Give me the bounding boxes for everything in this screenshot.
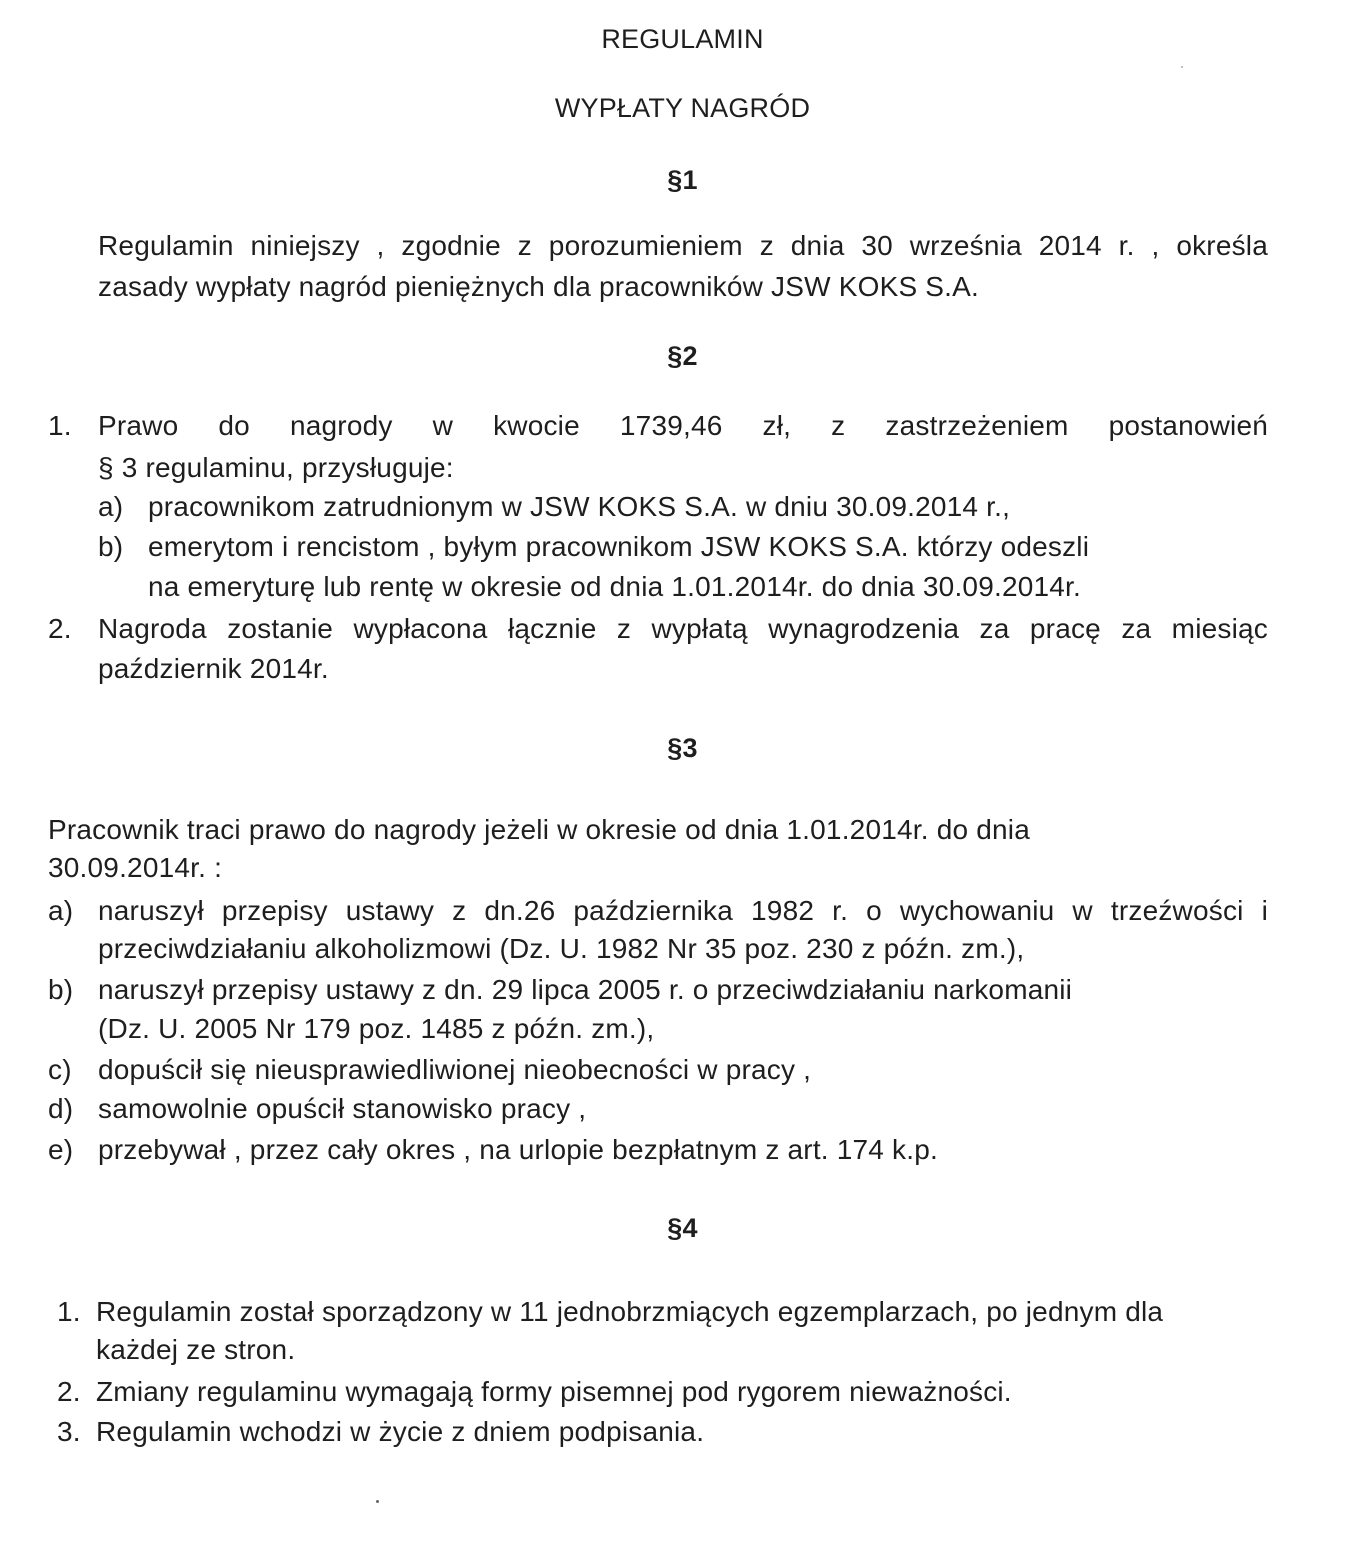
section-2-subitem-b-line-1: emerytom i rencistom , byłym pracownikom JSW KOKS S.A. którzy odeszli (148, 531, 1090, 562)
section-3-item-b-line-2: (Dz. U. 2005 Nr 179 poz. 1485 z późn. zm.), (98, 1013, 655, 1044)
section-4-item-3-number: 3. (57, 1416, 81, 1447)
section-2-subitem-b-letter: b) (98, 531, 124, 562)
section-3-item-a-letter: a) (48, 895, 74, 926)
section-3-item-c-letter: c) (48, 1054, 72, 1085)
section-2-item-1-number: 1. (48, 410, 72, 441)
section-2-subitem-a-letter: a) (98, 491, 124, 522)
section-4-heading: §4 (667, 1213, 698, 1243)
section-2-item-2-line-1: Nagroda zostanie wypłacona łącznie z wypłatą wynagrodzenia za pracę za miesiąc (98, 613, 1268, 644)
section-3-intro-line-2: 30.09.2014r. : (48, 852, 223, 883)
section-4-item-1-line-2: każdej ze stron. (96, 1334, 296, 1365)
section-3-item-e-text: przebywał , przez cały okres , na urlopie bezpłatnym z art. 174 k.p. (98, 1134, 938, 1165)
section-2-subitem-b-line-2: na emeryturę lub rentę w okresie od dnia 1.01.2014r. do dnia 30.09.2014r. (148, 571, 1082, 602)
document-subtitle: WYPŁATY NAGRÓD (554, 93, 811, 123)
section-3-intro-line-1: Pracownik traci prawo do nagrody jeżeli w okresie od dnia 1.01.2014r. do dnia (48, 814, 1030, 845)
section-3-item-c-text: dopuścił się nieusprawiedliwionej nieobecności w pracy , (98, 1054, 812, 1085)
document-title: REGULAMIN (601, 24, 764, 54)
section-3-item-d-text: samowolnie opuścił stanowisko pracy , (98, 1093, 587, 1124)
section-3-item-a-line-1: naruszył przepisy ustawy z dn.26 października 1982 r. o wychowaniu w trzeźwości i (98, 895, 1268, 926)
section-2-item-2-line-2: październik 2014r. (98, 653, 329, 684)
section-2-subitem-a-text: pracownikom zatrudnionym w JSW KOKS S.A. w dniu 30.09.2014 r., (148, 491, 1011, 522)
section-3-item-a-line-2: przeciwdziałaniu alkoholizmowi (Dz. U. 1982 Nr 35 poz. 230 z późn. zm.), (98, 933, 1025, 964)
section-4-item-1-number: 1. (57, 1296, 81, 1327)
section-3-item-b-letter: b) (48, 974, 74, 1005)
section-1-paragraph-line-1: Regulamin niniejszy , zgodnie z porozumieniem z dnia 30 września 2014 r. , określa (98, 230, 1268, 261)
section-3-heading: §3 (667, 733, 698, 763)
section-2-heading: §2 (667, 341, 698, 371)
section-2-item-2-number: 2. (48, 613, 72, 644)
section-4-item-3-text: Regulamin wchodzi w życie z dniem podpisania. (96, 1416, 705, 1447)
section-3-item-b-line-1: naruszył przepisy ustawy z dn. 29 lipca 2005 r. o przeciwdziałaniu narkomanii (98, 974, 1073, 1005)
section-2-item-1-line-1: Prawo do nagrody w kwocie 1739,46 zł, z zastrzeżeniem postanowień (98, 410, 1268, 441)
section-2-item-1-line-2: § 3 regulaminu, przysługuje: (98, 452, 454, 483)
section-3-item-d-letter: d) (48, 1093, 74, 1124)
scan-speck (376, 1500, 379, 1503)
section-1-heading: §1 (667, 165, 698, 195)
section-4-item-2-number: 2. (57, 1376, 81, 1407)
section-1-paragraph-line-2: zasady wypłaty nagród pieniężnych dla pracowników JSW KOKS S.A. (98, 271, 980, 302)
section-4-item-2-text: Zmiany regulaminu wymagają formy pisemnej pod rygorem nieważności. (96, 1376, 1012, 1407)
scan-speck (1181, 66, 1183, 68)
section-4-item-1-line-1: Regulamin został sporządzony w 11 jednobrzmiących egzemplarzach, po jednym dla (96, 1296, 1164, 1327)
section-3-item-e-letter: e) (48, 1134, 74, 1165)
